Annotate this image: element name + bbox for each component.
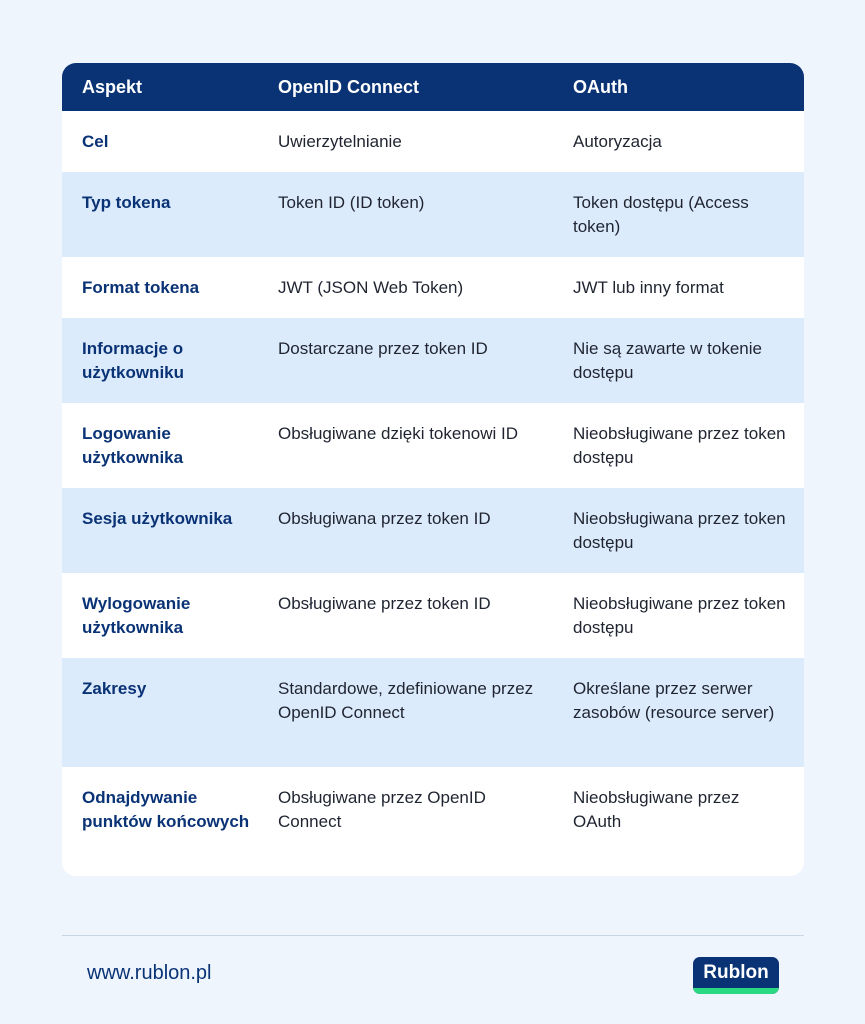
rublon-logo[interactable] [693,957,779,994]
row-openid-value: Obsługiwane przez OpenID Connect [278,788,486,831]
row-oauth-value: Token dostępu (Access token) [573,193,749,236]
row-aspect: Odnajdywanie punktów końcowych [82,788,250,831]
table-row [62,403,804,488]
row-openid-value: Obsługiwane dzięki tokenowi ID [278,424,519,443]
footer-divider [62,935,804,936]
table-row [62,318,804,403]
row-oauth-value: Określane przez serwer zasobów (resource server) [573,679,775,722]
row-openid-value: JWT (JSON Web Token) [278,278,464,297]
table-row [62,111,804,172]
row-aspect: Format tokena [82,278,200,297]
table-row [62,257,804,318]
logo-text: Rublon [703,962,769,983]
table-row [62,658,804,767]
row-aspect: Informacje o użytkowniku [82,339,185,382]
row-aspect: Logowanie użytkownika [82,424,184,467]
row-openid-value: Obsługiwana przez token ID [278,509,491,528]
table-header [62,63,804,111]
row-oauth-value: JWT lub inny format [573,278,724,297]
row-openid-value: Uwierzytelnianie [278,132,402,151]
row-oauth-value: Nie są zawarte w tokenie dostępu [573,339,762,382]
row-oauth-value: Nieobsługiwane przez token dostępu [573,594,786,637]
header-oauth: OAuth [573,77,628,97]
row-openid-value: Standardowe, zdefiniowane przez OpenID Connect [278,679,534,722]
row-oauth-value: Nieobsługiwana przez token dostępu [573,509,786,552]
table-row [62,573,804,658]
row-oauth-value: Nieobsługiwane przez OAuth [573,788,740,831]
website-link[interactable]: www.rublon.pl [87,962,212,984]
row-openid-value: Obsługiwane przez token ID [278,594,491,613]
row-openid-value: Dostarczane przez token ID [278,339,488,358]
header-aspekt: Aspekt [82,77,143,97]
row-aspect: Typ tokena [82,193,171,212]
row-oauth-value: Autoryzacja [573,132,662,151]
row-openid-value: Token ID (ID token) [278,193,425,212]
header-openid-connect: OpenID Connect [278,77,420,97]
row-aspect: Wylogowanie użytkownika [82,594,191,637]
logo-accent-bar [693,988,779,994]
comparison-table [62,63,804,876]
row-oauth-value: Nieobsługiwane przez token dostępu [573,424,786,467]
row-aspect: Sesja użytkownika [82,509,233,528]
row-aspect: Zakresy [82,679,147,698]
table-row [62,172,804,257]
table-row [62,488,804,573]
table-row [62,767,804,876]
row-aspect: Cel [82,132,109,151]
